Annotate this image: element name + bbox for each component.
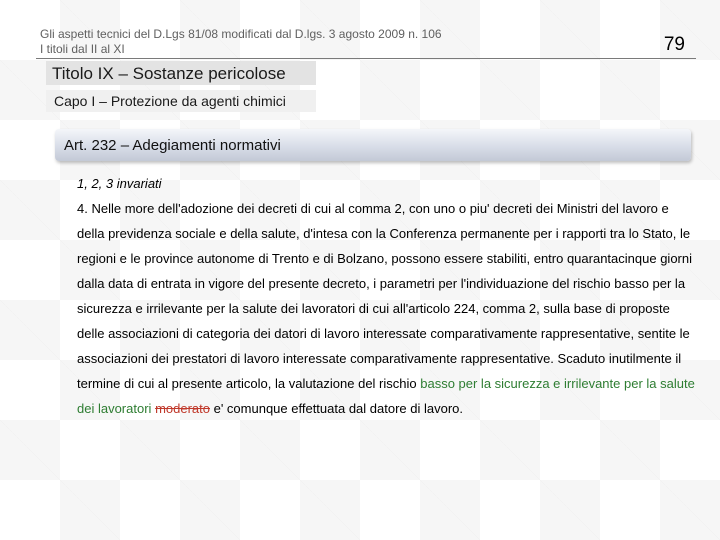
section-subtitle-bar (46, 90, 316, 112)
article-heading-bar (55, 129, 691, 161)
deleted-text: moderato (155, 401, 210, 416)
inserted-text: basso per la sicurezza e irrilevante per la salute dei lavoratori (77, 376, 695, 416)
paragraph-4-end: e' comunque effettuata dal datore di lavoro. (209, 401, 464, 416)
header-divider (36, 58, 696, 59)
section-subtitle: Capo I – Protezione da agenti chimici (54, 93, 286, 109)
header-document-title: Gli aspetti tecnici del D.Lgs 81/08 modificati dal D.lgs. 3 agosto 2009 n. 106 (40, 27, 442, 41)
section-title: Titolo IX – Sostanze pericolose (52, 64, 286, 83)
paragraph-4 (77, 196, 697, 421)
paragraph-4-text: 4. Nelle more dell'adozione dei decreti di cui al comma 2, con uno o piu' decreti dei Ministri del lavoro e della previdenza sociale e della salute, d'intesa con la Conferenza permanente per i rapporti tra lo Stato, le regioni e le province autonome di Trento e di Bolzano, possono essere stabiliti, entro quarantacinque giorni dalla data di entrata in vigore del presente decreto, i parametri per l'individuazione del rischio basso per la sicurezza e irrilevante per la salute dei lavoratori di cui all'articolo 224, comma 2, sulla base di proposte delle associazioni di categoria dei datori di lavoro interessate comparativamente rappresentative, sentite le associazioni dei prestatori di lavoro interessate comparativamente rappresentative. Scaduto inutilmente il termine di cui al presente articolo, la valutazione del rischio (77, 201, 692, 391)
unchanged-paragraphs-note: 1, 2, 3 invariati (77, 176, 162, 191)
header-document-subtitle: I titoli dal II al XI (40, 42, 125, 56)
article-body (77, 171, 697, 421)
article-heading: Art. 232 – Adegiamenti normativi (64, 137, 281, 154)
section-title-bar (46, 61, 316, 85)
page-number: 79 (663, 34, 685, 55)
